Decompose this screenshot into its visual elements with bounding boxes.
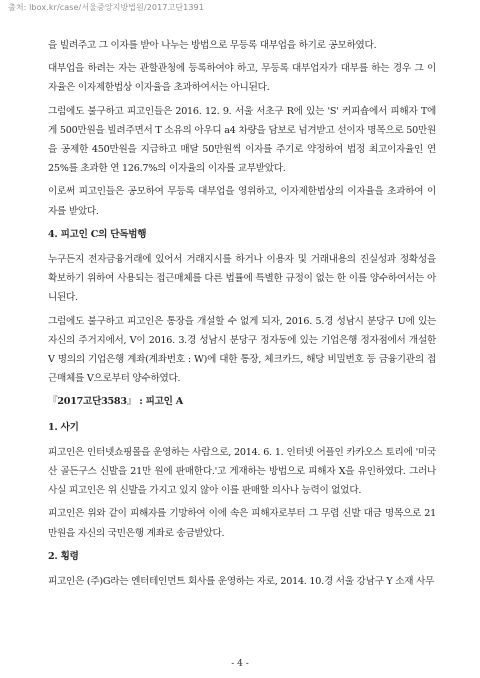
case-heading xyxy=(48,392,436,411)
body-paragraph: 그럼에도 불구하고 피고인들은 2016. 12. 9. 서울 서초구 R에 있는 'S' 커피숍에서 피해자 T에게 500만원을 빌려주면서 T 소유의 아우디 a4 차량을 담보로 넘겨받고 선이자 명목으로 50만원을 공제한 450만원을 지급하고 매달 50만원씩 이자를 주기로 약정하여 법정 최고이자율인 연 25%를 초과한 연 126.7%의 이자율의 이자를 교부받았다. xyxy=(48,105,436,175)
page-number: - 4 - xyxy=(231,659,249,669)
case-defendant: : 피고인 A xyxy=(136,396,183,408)
body-paragraph: 피고인은 (주)G라는 엔터테인먼트 회사를 운영하는 자로, 2014. 10.경 서울 강남구 Y 소재 사무 xyxy=(48,576,435,588)
source-url-line: 출처: lbox.kr/case/서울중앙지방법원/2017고단1391 xyxy=(8,3,204,12)
body-paragraph: 그럼에도 불구하고 피고인은 통장을 개설할 수 없게 되자, 2016. 5.경 성남시 분당구 U에 있는 자신의 주거지에서, V이 2016. 3.경 성남시 분당구 정자동에 있는 기업은행 정자점에서 개설한 V 명의의 기업은행 계좌(계좌번호 : W)에 대한 통장, 체크카드, 해당 비밀번호 등 금융기관의 접근매체를 V으로부터 양수하였다. xyxy=(48,315,436,385)
section-heading: 1. 사기 xyxy=(48,421,79,433)
section-heading: 4. 피고인 C의 단독범행 xyxy=(48,228,147,240)
section-heading: 2. 횡령 xyxy=(48,550,79,562)
case-number: 2017고단3583 xyxy=(57,396,127,408)
body-paragraph: 피고인은 인터넷쇼핑몰을 운영하는 사람으로, 2014. 6. 1. 인터넷 어플인 카카오스 토리에 '미국산 골든구스 신발을 21만 원에 판매한다.'고 게재하는 방법으로 피해자 X을 유인하였다. 그러나 사실 피고인은 위 신발을 가지고 있지 않아 이를 판매할 의사나 능력이 없었다. xyxy=(48,446,436,497)
body-paragraph: 을 빌려주고 그 이자를 받아 나누는 방법으로 무등록 대부업을 하기로 공모하였다. xyxy=(48,40,377,51)
body-paragraph: 피고인은 위와 같이 피해자를 기망하여 이에 속은 피해자로부터 그 무렵 신발 대금 명목으로 21만원을 자신의 국민은행 계좌로 송금받았다. xyxy=(48,508,436,539)
body-paragraph: 대부업을 하려는 자는 관할관청에 등록하여야 하고, 무등록 대부업자가 대부를 하는 경우 그 이자율은 이자제한법상 이자율을 초과하여서는 아니된다. xyxy=(48,63,436,94)
body-paragraph: 누구든지 전자금융거래에 있어서 거래지시를 하거나 이용자 및 거래내용의 진실성과 정확성을 확보하기 위하여 사용되는 접근매체를 다른 법률에 특별한 규정이 없는 한 이를 양수하여서는 아니된다. xyxy=(48,254,436,304)
body-paragraph: 이로써 피고인들은 공모하여 무등록 대부업을 영위하고, 이자제한법상의 이자율을 초과하여 이자를 받았다. xyxy=(48,186,436,217)
case-bracket-open: 『 xyxy=(48,396,58,408)
case-bracket-close: 』 xyxy=(126,396,137,408)
document-body xyxy=(48,36,436,595)
